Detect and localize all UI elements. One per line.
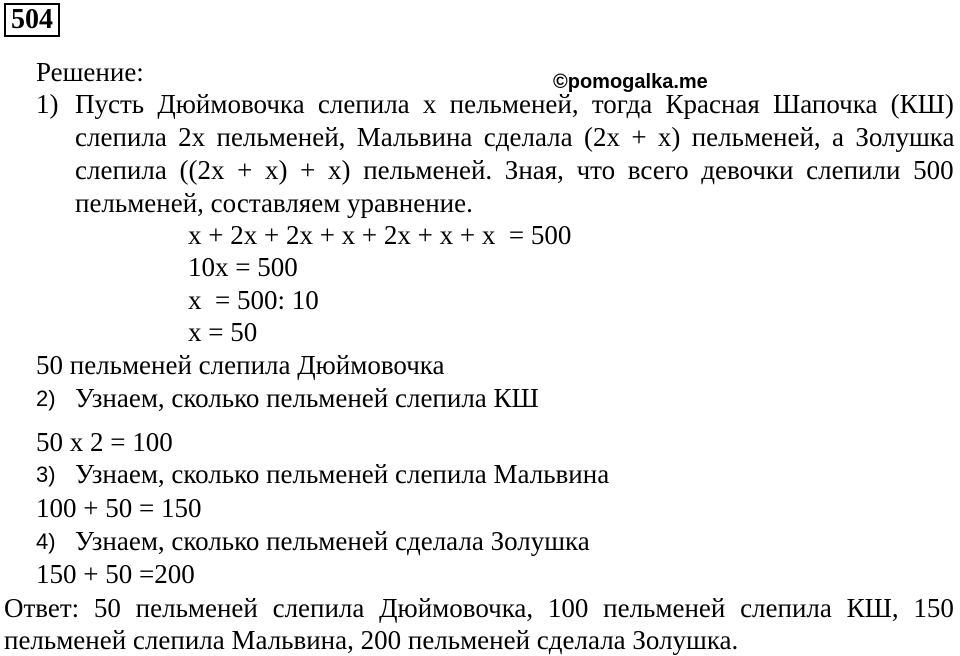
watermark: ©pomogalka.me xyxy=(553,71,708,93)
step1-result: 50 пельменей слепила Дюймовочка xyxy=(36,350,445,380)
step4-number: 4) xyxy=(36,529,56,554)
step3-number: 3) xyxy=(36,462,56,487)
step1-line-3: слепила ((2x + x) + x) пельменей. Зная, что всего девочки слепили 500 xyxy=(75,155,954,185)
step1-line-1: Пусть Дюймовочка слепила x пельменей, тогда Красная Шапочка (КШ) xyxy=(75,89,954,119)
answer-line-2: пельменей слепила Мальвина, 200 пельменей сделала Золушка. xyxy=(4,625,739,655)
step4-calc: 150 + 50 =200 xyxy=(36,559,195,589)
step1-line-2: слепила 2x пельменей, Мальвина сделала (2x + x) пельменей, а Золушка xyxy=(75,122,955,152)
equation-2: 10x = 500 xyxy=(188,252,298,282)
step2-number: 2) xyxy=(36,386,56,411)
step2-text: Узнаем, сколько пельменей слепила КШ xyxy=(75,383,539,413)
problem-number: 504 xyxy=(4,3,60,37)
answer-line-1: Ответ: 50 пельменей слепила Дюймовочка, 100 пельменей слепила КШ, 150 xyxy=(4,593,954,623)
step3-calc: 100 + 50 = 150 xyxy=(36,493,202,523)
solution-heading: Решение: xyxy=(36,57,144,87)
step3-text: Узнаем, сколько пельменей слепила Мальвина xyxy=(75,459,610,489)
equation-1: x + 2x + 2x + x + 2x + x + x = 500 xyxy=(188,220,572,250)
step1-number: 1) xyxy=(36,89,59,119)
step2-calc: 50 x 2 = 100 xyxy=(36,427,173,457)
step4-text: Узнаем, сколько пельменей сделала Золушка xyxy=(75,526,590,556)
equation-3: x = 500: 10 xyxy=(188,285,319,315)
equation-4: x = 50 xyxy=(188,317,258,347)
step1-line-4: пельменей, составляем уравнение. xyxy=(75,188,473,218)
